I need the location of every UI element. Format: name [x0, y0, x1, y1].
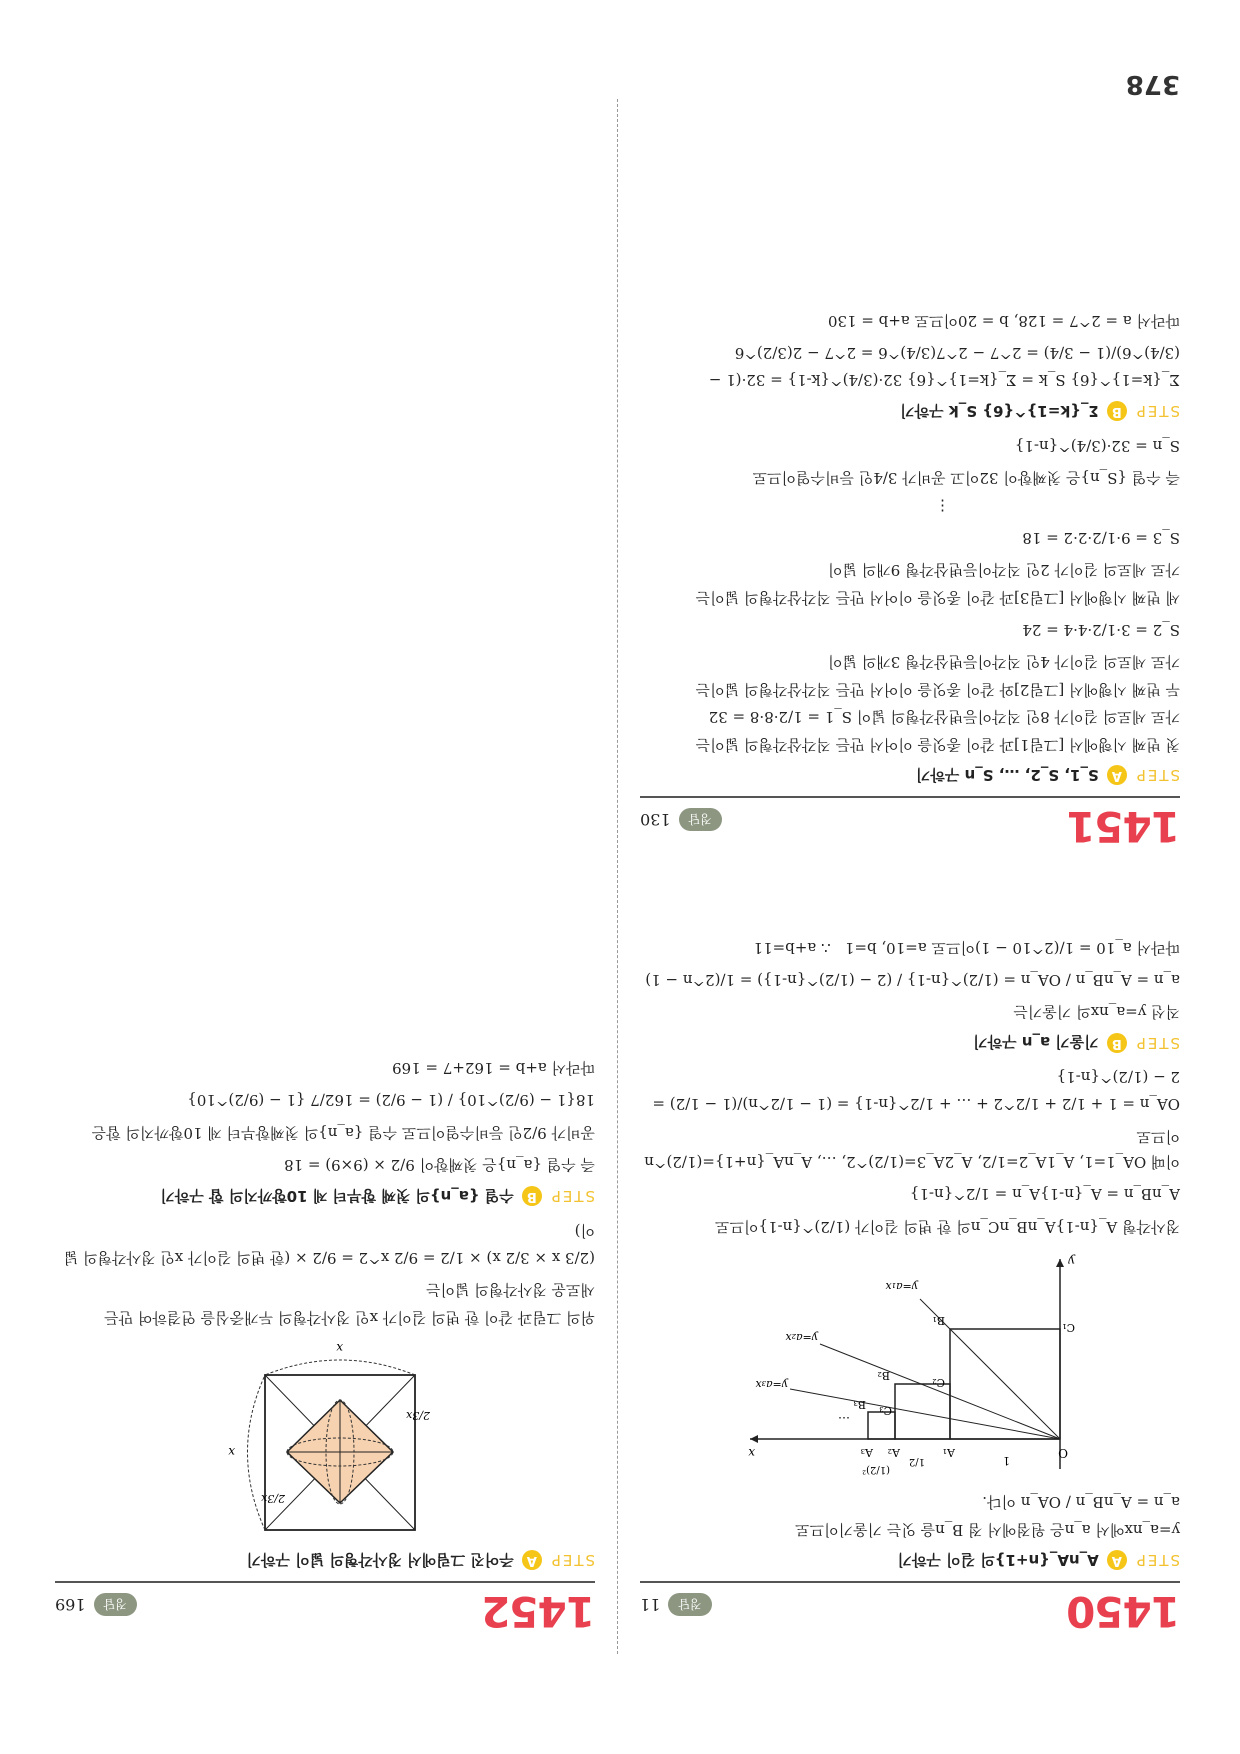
svg-text:(1/2)²: (1/2)² [862, 1464, 890, 1475]
svg-text:C₂: C₂ [932, 1376, 945, 1389]
svg-text:C₃: C₃ [879, 1404, 892, 1417]
step-letter: B [1107, 1033, 1127, 1053]
text-line: 위의 그림과 같이 한 변의 길이가 x인 정사각형의 두개중심을 연결하여 만든 [104, 1309, 595, 1327]
step-tag: STEP [549, 1551, 595, 1570]
problem-number: 1450 [1067, 1587, 1180, 1636]
text-line: 따라서 a_10 = 1/(2^10 − 1)이므로 a=10, b=1 ∴ a+b=11 [753, 939, 1180, 957]
svg-text:y: y [1068, 1254, 1075, 1268]
svg-text:C₁: C₁ [1062, 1321, 1075, 1334]
svg-text:B₃: B₃ [853, 1398, 866, 1411]
answer [640, 808, 722, 831]
text-line: ⋮ [935, 497, 950, 515]
problem-1452 [55, 1053, 595, 1649]
svg-text:O: O [1058, 1446, 1068, 1460]
answer [640, 1593, 712, 1616]
svg-text:x: x [228, 1445, 235, 1459]
text-line: 새로운 정사각형의 넓이는 [426, 1281, 595, 1300]
svg-text:B₂: B₂ [877, 1369, 890, 1382]
text-line: 첫 번째 시행에서 [그림1]과 같이 종잇을 이어서 만든 직각삼각형의 넓이는 [695, 736, 1180, 754]
answer-value: 130 [640, 810, 671, 829]
text-line: 공비가 9/2인 등비수열이므로 수열 {a_n}의 첫째항부터 제 10항까지의 합은 [91, 1124, 595, 1142]
svg-text:2/3x: 2/3x [406, 1409, 430, 1422]
problem-header [640, 796, 1180, 864]
column-divider [617, 99, 618, 1654]
step-letter: A [522, 1551, 542, 1571]
step-title: S_1, S_2, …, S_n 구하기 [915, 766, 1099, 784]
answer-badge: 정답 [94, 1593, 137, 1616]
svg-text:y=a₃x: y=a₃x [755, 1378, 788, 1391]
step-letter: B [522, 1187, 542, 1207]
svg-text:A₂: A₂ [887, 1446, 900, 1459]
text-line: 따라서 a = 2^7 = 128, b = 20이므로 a+b = 130 [827, 312, 1180, 330]
text-line: 직선 y=a_nx의 기울기는 [1013, 1003, 1180, 1022]
problem-1450 [640, 933, 1180, 1650]
squares-figure [740, 1249, 1080, 1479]
step-title: 수열 {a_n}의 첫째 항부터 제 10항까지의 합 구하기 [160, 1187, 514, 1205]
problem-1451 [640, 306, 1180, 865]
step-b [55, 1186, 595, 1207]
step-a [640, 1550, 1180, 1571]
step-letter: A [1107, 1551, 1127, 1571]
svg-text:A₁: A₁ [942, 1446, 955, 1459]
text-line: 따라서 a+b = 162+7 = 169 [392, 1059, 595, 1078]
text-line: 가로 세로의 길이가 2인 직각이등변삼각형 9개의 넓이 [828, 561, 1180, 580]
math-line: Σ_{k=1}^{6} S_k = Σ_{k=1}^{6} 32·(3/4)^{k-1} = 32·(1 − (3/4)^6)/(1 − 3/4) = 2^7 − 2^7(3/4)^6 = 2^7 − 2(3/2)^6 [708, 344, 1180, 389]
math-line: S_n = 32·(3/4)^{n-1} [1014, 437, 1180, 455]
step-tag: STEP [1134, 766, 1180, 785]
text-line: 정사각형 A_{n-1}A_nB_nC_n의 한 변의 길이가 (1/2)^{n-1}이므로 [715, 1218, 1180, 1236]
math-line: OA_n = 1 + 1/2 + 1/2^2 + … + 1/2^{n-1} = (1 − 1/2^n)/(1 − 1/2) = 2 − (1/2)^{n-1} [652, 1068, 1180, 1114]
math-line: A_nB_n = A_{n-1}A_n = 1/2^{n-1} [909, 1185, 1180, 1204]
problem-number: 1451 [1067, 802, 1180, 851]
step-title: Σ_{k=1}^{6} S_k 구하기 [900, 402, 1099, 420]
svg-text:1/2: 1/2 [908, 1456, 925, 1467]
math-line: 즉 수열 {a_n}은 첫째항이 9/2 × (9×9) = 18 [284, 1156, 595, 1174]
text-line: 두 번째 시행에서 [그림2]와 같이 종잇을 이어서 만든 직각삼각형의 넓이는 [695, 681, 1180, 699]
text-line: 즉 수열 {S_n}은 첫째항이 32이고 공비가 3/4인 등비수열이므로 [752, 469, 1180, 488]
svg-text:2/3x: 2/3x [261, 1492, 285, 1505]
text-line: a_n = A_nB_n / OA_n 이다. [982, 1493, 1180, 1512]
answer-value: 169 [55, 1595, 86, 1614]
step-title: 기울기 a_n 구하기 [973, 1033, 1099, 1052]
step-tag: STEP [1134, 402, 1180, 421]
svg-text:x: x [336, 1341, 343, 1355]
svg-text:B₁: B₁ [932, 1314, 945, 1327]
step-tag: STEP [1134, 1551, 1180, 1570]
text-line: 이때 OA_1=1, A_1A_2=1/2, A_2A_3=(1/2)^2, …, A_nA_{n+1}=(1/2)^n이므로 [644, 1128, 1180, 1172]
step-letter: B [1107, 402, 1127, 422]
step-b [640, 401, 1180, 422]
text-line: 가로 세로의 길이가 4인 직각이등변삼각형 3개의 넓이 [828, 653, 1180, 672]
nested-square-figure [215, 1340, 435, 1540]
step-a [640, 765, 1180, 786]
math-line: 18{1 − (9/2)^10} / (1 − 9/2) = 162/7 {1 − (9/2)^10} [187, 1091, 595, 1110]
answer-badge: 정답 [679, 808, 722, 831]
step-b [640, 1033, 1180, 1054]
answer-badge: 정답 [668, 1593, 711, 1616]
svg-text:y=a₂x: y=a₂x [785, 1331, 818, 1344]
svg-text:A₃: A₃ [860, 1446, 873, 1459]
step-title: A_nA_{n+1}의 길이 구하기 [897, 1551, 1099, 1569]
text-line: y=a_nx에서 a_n은 원점에서 점 B_n을 잇는 기울기이므로 [795, 1521, 1180, 1539]
svg-text:1: 1 [1003, 1454, 1010, 1467]
svg-text:…: … [838, 1414, 850, 1428]
page-number: 378 [1125, 69, 1180, 99]
math-line: (2/3 x × 3/2 x) × 1/2 = 9/2 x^2 = 9/2 × (한 변의 길이가 x인 정사각형의 넓이) [63, 1222, 595, 1267]
step-a [55, 1550, 595, 1571]
text-line: 세 번째 시행에서 [그림3]과 같이 종잇을 이어서 만든 직각삼각형의 넓이는 [695, 589, 1180, 607]
answer-value: 11 [640, 1595, 661, 1614]
step-letter: A [1107, 766, 1127, 786]
answer [55, 1593, 137, 1616]
math-line: a_n = A_nB_n / OA_n = (1/2)^{n-1} / (2 − (1/2)^{n-1}) = 1/(2^n − 1) [645, 971, 1180, 989]
problem-number: 1452 [482, 1587, 595, 1636]
problem-header [55, 1581, 595, 1649]
text-line: 가로 세로의 길이가 8인 직각이등변삼각형의 넓이 S_1 = 1/2·8·8 = 32 [708, 708, 1180, 727]
svg-text:x: x [748, 1446, 755, 1460]
math-line: S_3 = 9·1/2·2·2 = 18 [1022, 529, 1180, 547]
step-tag: STEP [549, 1187, 595, 1206]
svg-text:y=a₁x: y=a₁x [885, 1280, 918, 1293]
math-line: S_2 = 3·1/2·4·4 = 24 [1022, 621, 1180, 639]
step-title: 주어진 그림에서 정사각형의 넓이 구하기 [246, 1551, 514, 1569]
problem-header [640, 1581, 1180, 1649]
step-tag: STEP [1134, 1034, 1180, 1052]
